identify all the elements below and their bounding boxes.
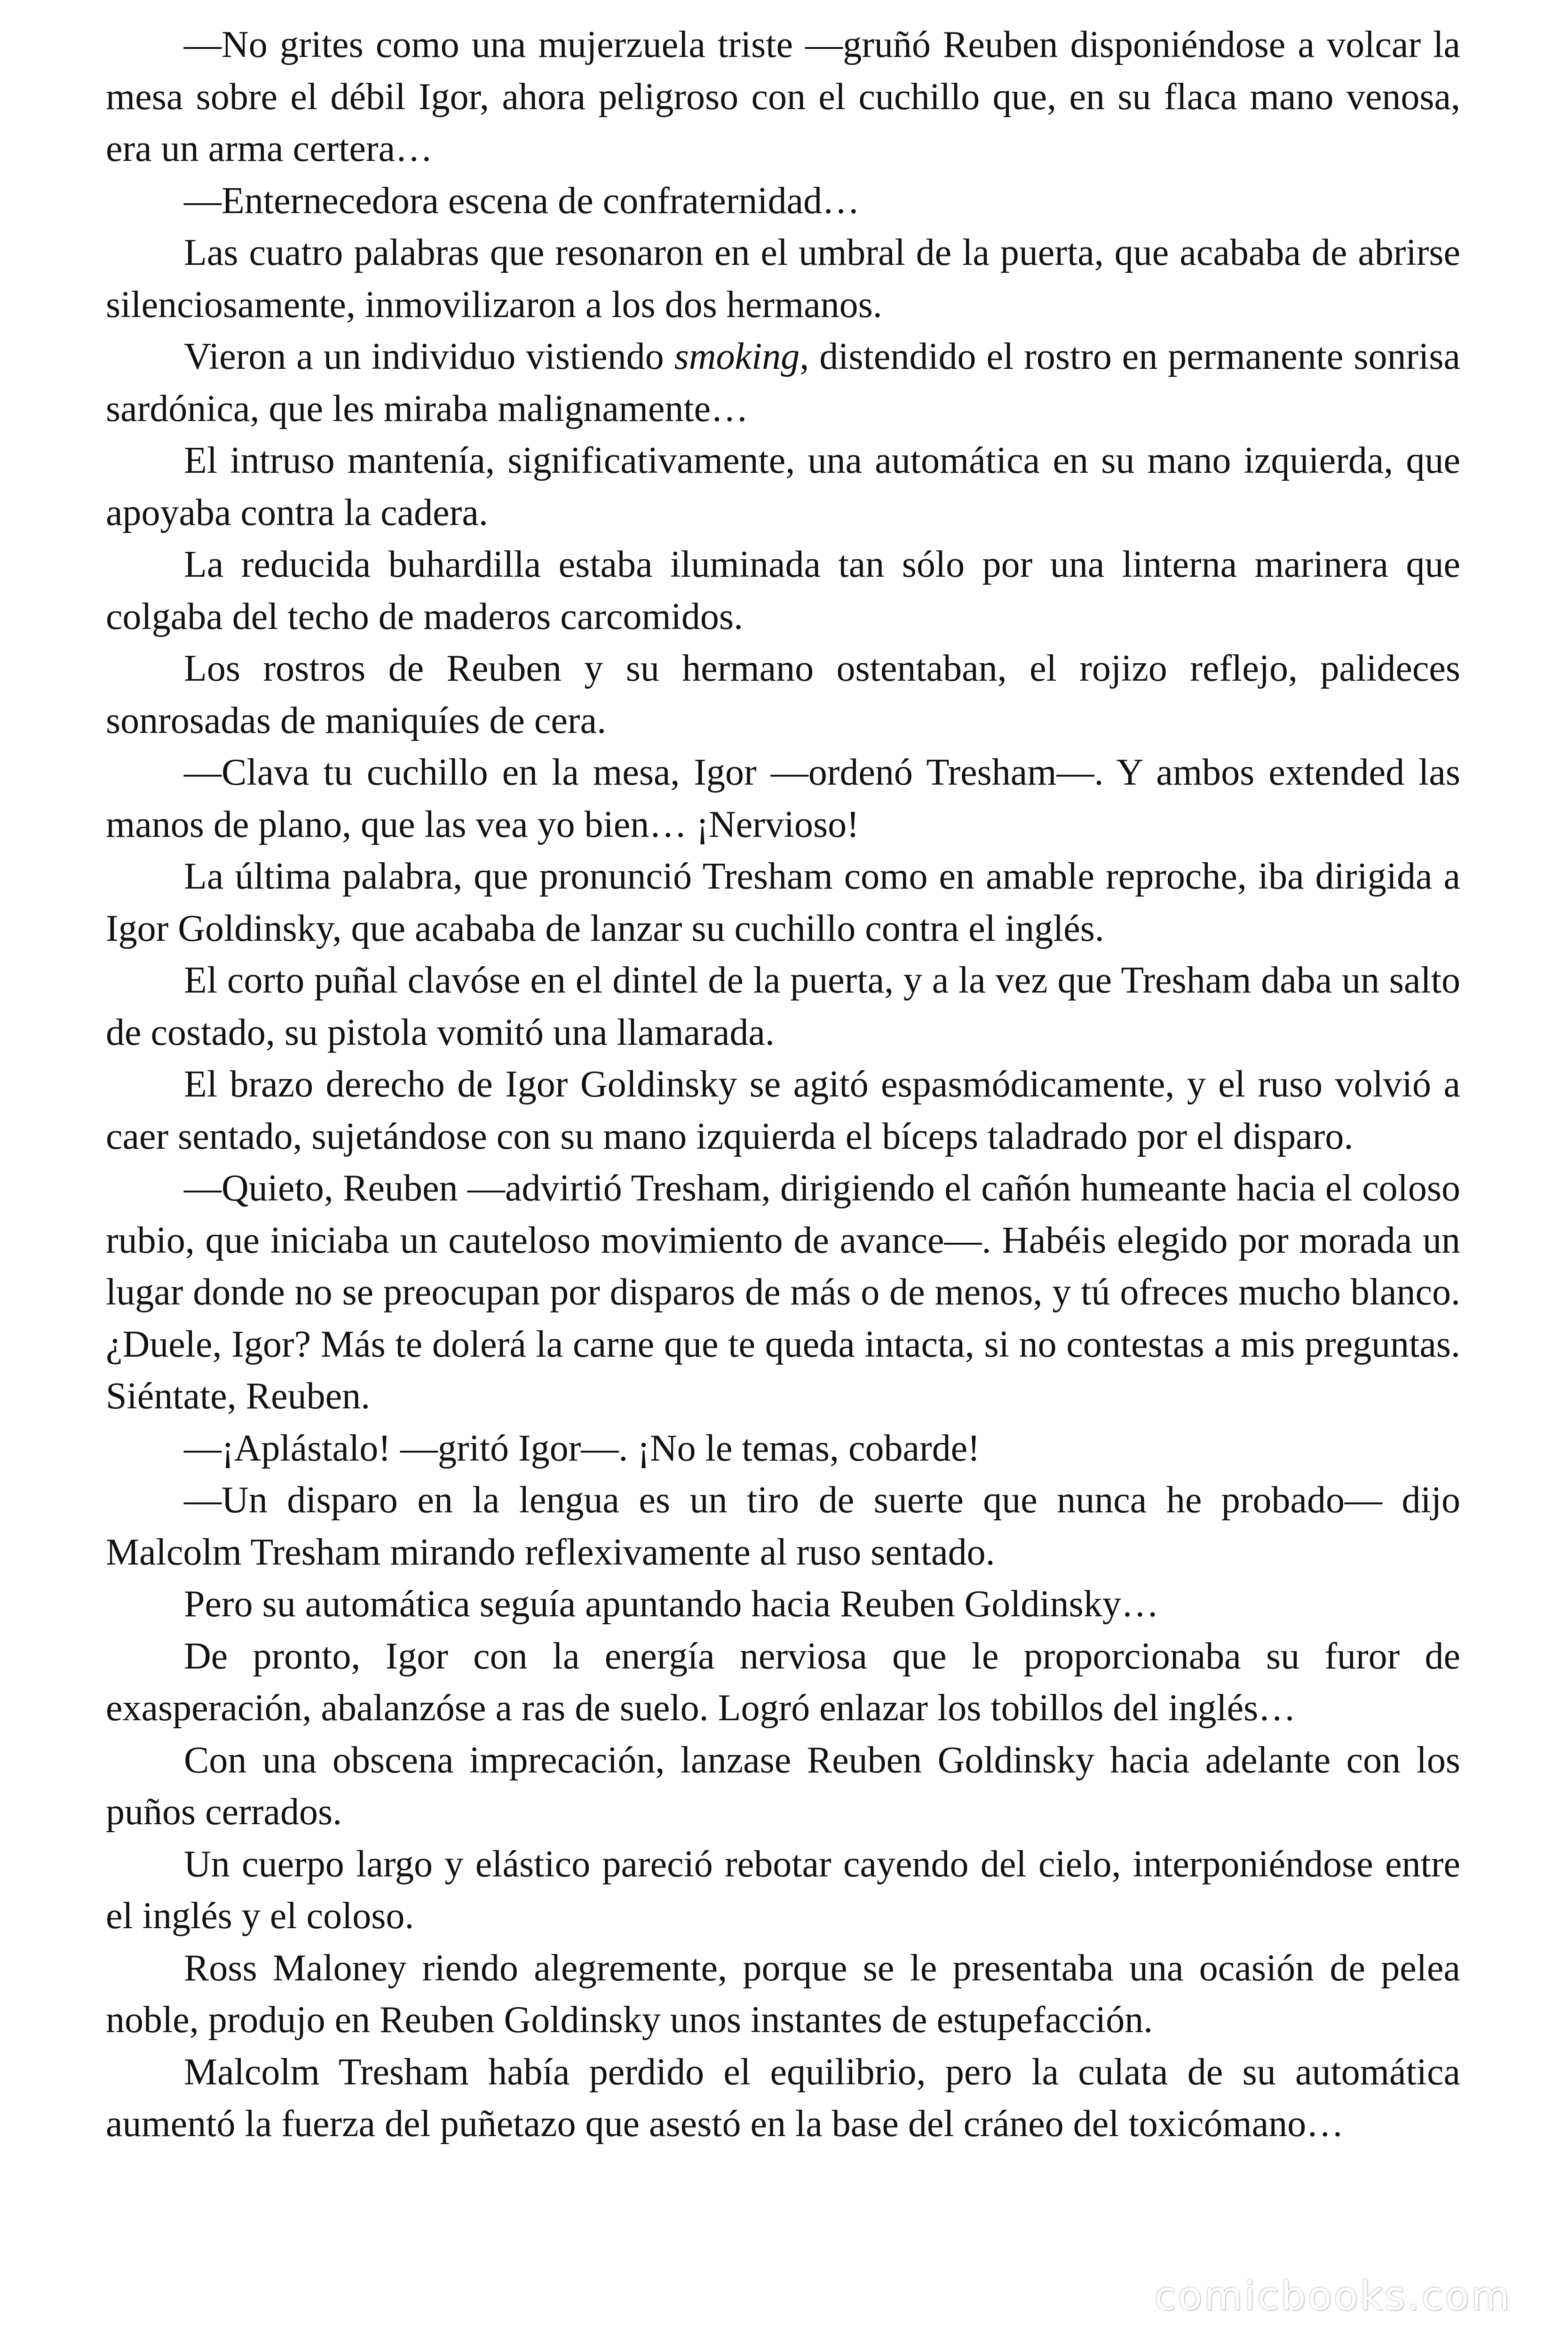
paragraph: Con una obscena imprecación, lanzase Reuben Goldinsky hacia adelante con los puños cerrados. [106,1739,1460,1833]
paragraph: De pronto, Igor con la energía nerviosa que le proporcionaba su furor de exasperación, abalanzóse a ras de suelo. Logró enlazar los tobillos del inglés… [106,1635,1460,1729]
paragraph: La reducida buhardilla estaba iluminada tan sólo por una linterna marinera que colgaba del techo de maderos carcomidos. [106,544,1460,637]
paragraph: El intruso mantenía, significativamente, una automática en su mano izquierda, que apoyaba contra la cadera. [106,440,1460,533]
paragraph-text: , distendido el rostro en permanente sonrisa sardónica, que les miraba malignamente… [106,336,1460,429]
paragraph: Un cuerpo largo y elástico pareció rebotar cayendo del cielo, interponiéndose entre el inglés y el coloso. [106,1843,1460,1937]
paragraph: La última palabra, que pronunció Tresham como en amable reproche, iba dirigida a Igor Goldinsky, que acababa de lanzar su cuchillo contra el inglés. [106,856,1460,949]
book-page [106,19,1460,2305]
paragraph [106,331,1460,435]
italic-word: smoking [674,336,800,377]
paragraph: El brazo derecho de Igor Goldinsky se agitó espasmódicamente, y el ruso volvió a caer sentado, sujetándose con su mano izquierda el bíceps taladrado por el disparo. [106,1064,1460,1157]
watermark: comicbooks.com [1154,2273,1512,2319]
paragraph: —Enternecedora escena de confraternidad… [184,180,860,222]
paragraph: —Un disparo en la lengua es un tiro de suerte que nunca he probado— dijo Malcolm Tresham mirando reflexivamente al ruso sentado. [106,1479,1460,1573]
paragraph-text: Vieron a un individuo vistiendo [184,336,674,377]
paragraph: —Clava tu cuchillo en la mesa, Igor —ordenó Tresham—. Y ambos extended las manos de plano, que las vea yo bien… ¡Nervioso! [106,752,1460,845]
paragraph: Malcolm Tresham había perdido el equilibrio, pero la culata de su automática aumentó la fuerza del puñetazo que asestó en la base del cráneo del toxicómano… [106,2051,1460,2145]
paragraph: El corto puñal clavóse en el dintel de la puerta, y a la vez que Tresham daba un salto de costado, su pistola vomitó una llamarada. [106,960,1460,1053]
paragraph: —¡Aplástalo! —gritó Igor—. ¡No le temas, cobarde! [184,1427,980,1469]
paragraph: —No grites como una mujerzuela triste —gruñó Reuben disponiéndose a volcar la mesa sobre el débil Igor, ahora peligroso con el cuchillo que, en su flaca mano venosa, era un arma certera… [106,24,1460,169]
paragraph: —Quieto, Reuben —advirtió Tresham, dirigiendo el cañón humeante hacia el coloso rubio, que iniciaba un cauteloso movimiento de avance—. Habéis elegido por morada un lugar donde no se preocupan por disparos de más o de menos, y tú ofreces mucho blanco. ¿Duele, Igor? Más te dolerá la carne que te queda intacta, si no contestas a mis preguntas. Siéntate, Reuben. [106,1168,1460,1417]
paragraph: Los rostros de Reuben y su hermano ostentaban, el rojizo reflejo, palideces sonrosadas de maniquíes de cera. [106,648,1460,741]
paragraph: Las cuatro palabras que resonaron en el umbral de la puerta, que acababa de abrirse silenciosamente, inmovilizaron a los dos hermanos. [106,232,1460,326]
paragraph: Pero su automática seguía apuntando hacia Reuben Goldinsky… [184,1583,1159,1625]
paragraph: Ross Maloney riendo alegremente, porque se le presentaba una ocasión de pelea noble, produjo en Reuben Goldinsky unos instantes de estupefacción. [106,1947,1460,2041]
